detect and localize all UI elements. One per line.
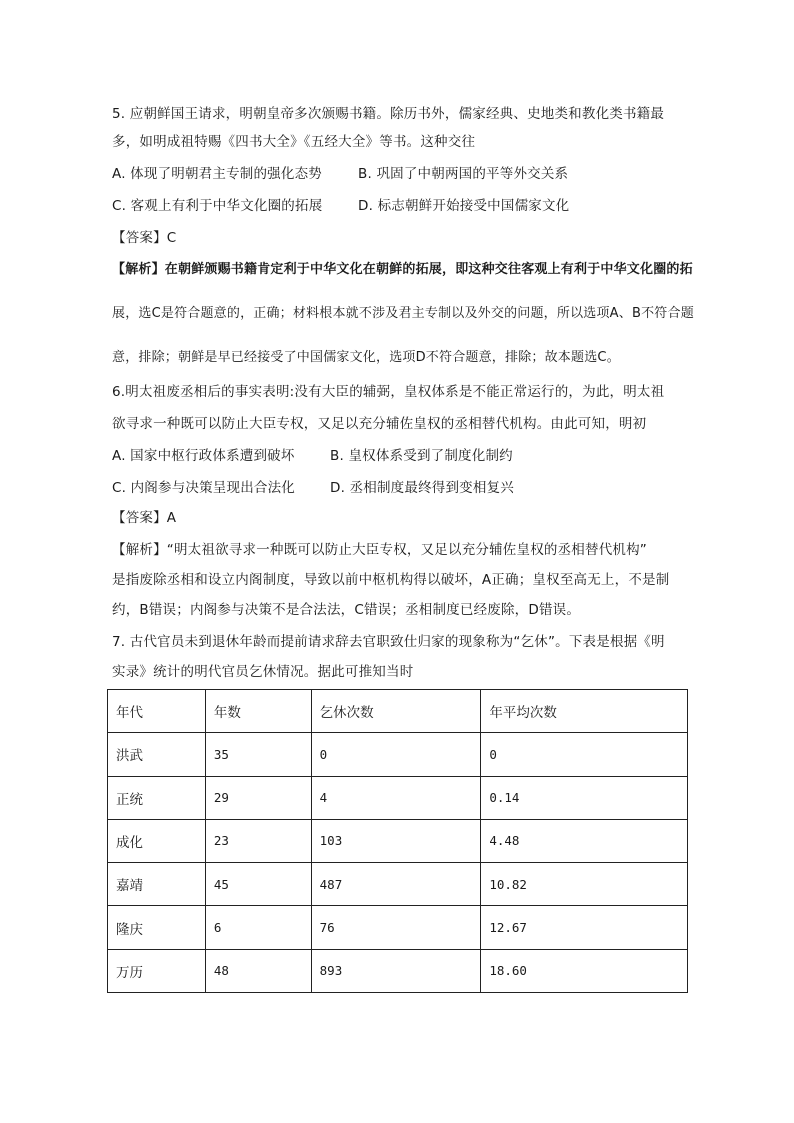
table-header-cell: 年平均次数: [481, 690, 688, 733]
table-row: [108, 733, 688, 776]
q6-answer: 【答案】A: [112, 510, 177, 526]
table-cell-count: 103: [311, 819, 481, 862]
table-cell-era: 嘉靖: [108, 863, 206, 906]
table-cell-era: 隆庆: [108, 906, 206, 949]
table-header-cell: 年代: [108, 690, 206, 733]
q6-analysis-line1: 【解析】“明太祖欲寻求一种既可以防止大臣专权，又足以充分辅佐皇权的丞相替代机构”: [112, 542, 647, 558]
q6-analysis-line3: 约，B错误；内阁参与决策不是合法法，C错误；丞相制度已经废除，D错误。: [112, 602, 581, 618]
table-row: [108, 949, 688, 992]
table-cell-average: 0.14: [481, 776, 688, 819]
q6-option-a[interactable]: A. 国家中枢行政体系遭到破坏: [112, 448, 295, 464]
q6-stem-line2: 欲寻求一种既可以防止大臣专权，又足以充分辅佐皇权的丞相替代机构。由此可知，明初: [112, 416, 647, 432]
table-cell-count: 4: [311, 776, 481, 819]
table-cell-era: 万历: [108, 949, 206, 992]
table-cell-era: 洪武: [108, 733, 206, 776]
table-header-row: [108, 690, 688, 733]
q6-option-c[interactable]: C. 内阁参与决策呈现出合法化: [112, 480, 296, 496]
q6-stem-line1: 6.明太祖废丞相后的事实表明:没有大臣的辅弼，皇权体系是不能正常运行的，为此，明太祖: [112, 384, 665, 400]
table-cell-average: 10.82: [481, 863, 688, 906]
q7-stem-line1: 7. 古代官员未到退休年龄而提前请求辞去官职致仕归家的现象称为“乞休”。下表是根据《明: [112, 634, 665, 650]
table-cell-average: 0: [481, 733, 688, 776]
q7-data-table: [107, 689, 688, 993]
table-cell-years: 48: [205, 949, 311, 992]
q6-analysis-line2: 是指废除丞相和设立内阁制度，导致以前中枢机构得以破坏，A正确；皇权至高无上，不是制: [112, 572, 670, 588]
q5-option-a[interactable]: A. 体现了明朝君主专制的强化态势: [112, 166, 322, 182]
q5-analysis-line1: 【解析】在朝鲜颁赐书籍肯定利于中华文化在朝鲜的拓展，即这种交往客观上有利于中华文化圈的拓: [112, 262, 693, 277]
table-cell-years: 23: [205, 819, 311, 862]
table-cell-era: 正统: [108, 776, 206, 819]
table-cell-years: 45: [205, 863, 311, 906]
q5-answer: 【答案】C: [112, 230, 177, 246]
table-cell-count: 76: [311, 906, 481, 949]
table-cell-count: 893: [311, 949, 481, 992]
q5-option-c[interactable]: C. 客观上有利于中华文化圈的拓展: [112, 198, 323, 214]
table-cell-count: 487: [311, 863, 481, 906]
table-header-cell: 年数: [205, 690, 311, 733]
q6-option-b[interactable]: B. 皇权体系受到了制度化制约: [330, 448, 513, 464]
q5-stem-line2: 多，如明成祖特赐《四书大全》《五经大全》等书。这种交往: [112, 134, 476, 150]
q5-stem-line1: 5. 应朝鲜国王请求，明朝皇帝多次颁赐书籍。除历书外，儒家经典、史地类和教化类书籍最: [112, 106, 665, 122]
table-cell-years: 35: [205, 733, 311, 776]
table-cell-count: 0: [311, 733, 481, 776]
table-cell-years: 29: [205, 776, 311, 819]
table-header-cell: 乞休次数: [311, 690, 481, 733]
table-cell-era: 成化: [108, 819, 206, 862]
table-cell-average: 4.48: [481, 819, 688, 862]
table-row: [108, 819, 688, 862]
q6-option-d[interactable]: D. 丞相制度最终得到变相复兴: [330, 480, 514, 496]
table-row: [108, 776, 688, 819]
table-cell-average: 18.60: [481, 949, 688, 992]
q5-analysis-line3: 意，排除；朝鲜是早已经接受了中国儒家文化，选项D不符合题意，排除；故本题选C。: [112, 350, 620, 365]
q5-option-d[interactable]: D. 标志朝鲜开始接受中国儒家文化: [358, 198, 570, 214]
table-cell-years: 6: [205, 906, 311, 949]
table-row: [108, 906, 688, 949]
q7-stem-line2: 实录》统计的明代官员乞休情况。据此可推知当时: [112, 664, 414, 680]
table-row: [108, 863, 688, 906]
q5-analysis-line2: 展，选C是符合题意的，正确；材料根本就不涉及君主专制以及外交的问题，所以选项A、B不符合题: [112, 306, 694, 321]
q5-option-b[interactable]: B. 巩固了中朝两国的平等外交关系: [358, 166, 569, 182]
table-cell-average: 12.67: [481, 906, 688, 949]
